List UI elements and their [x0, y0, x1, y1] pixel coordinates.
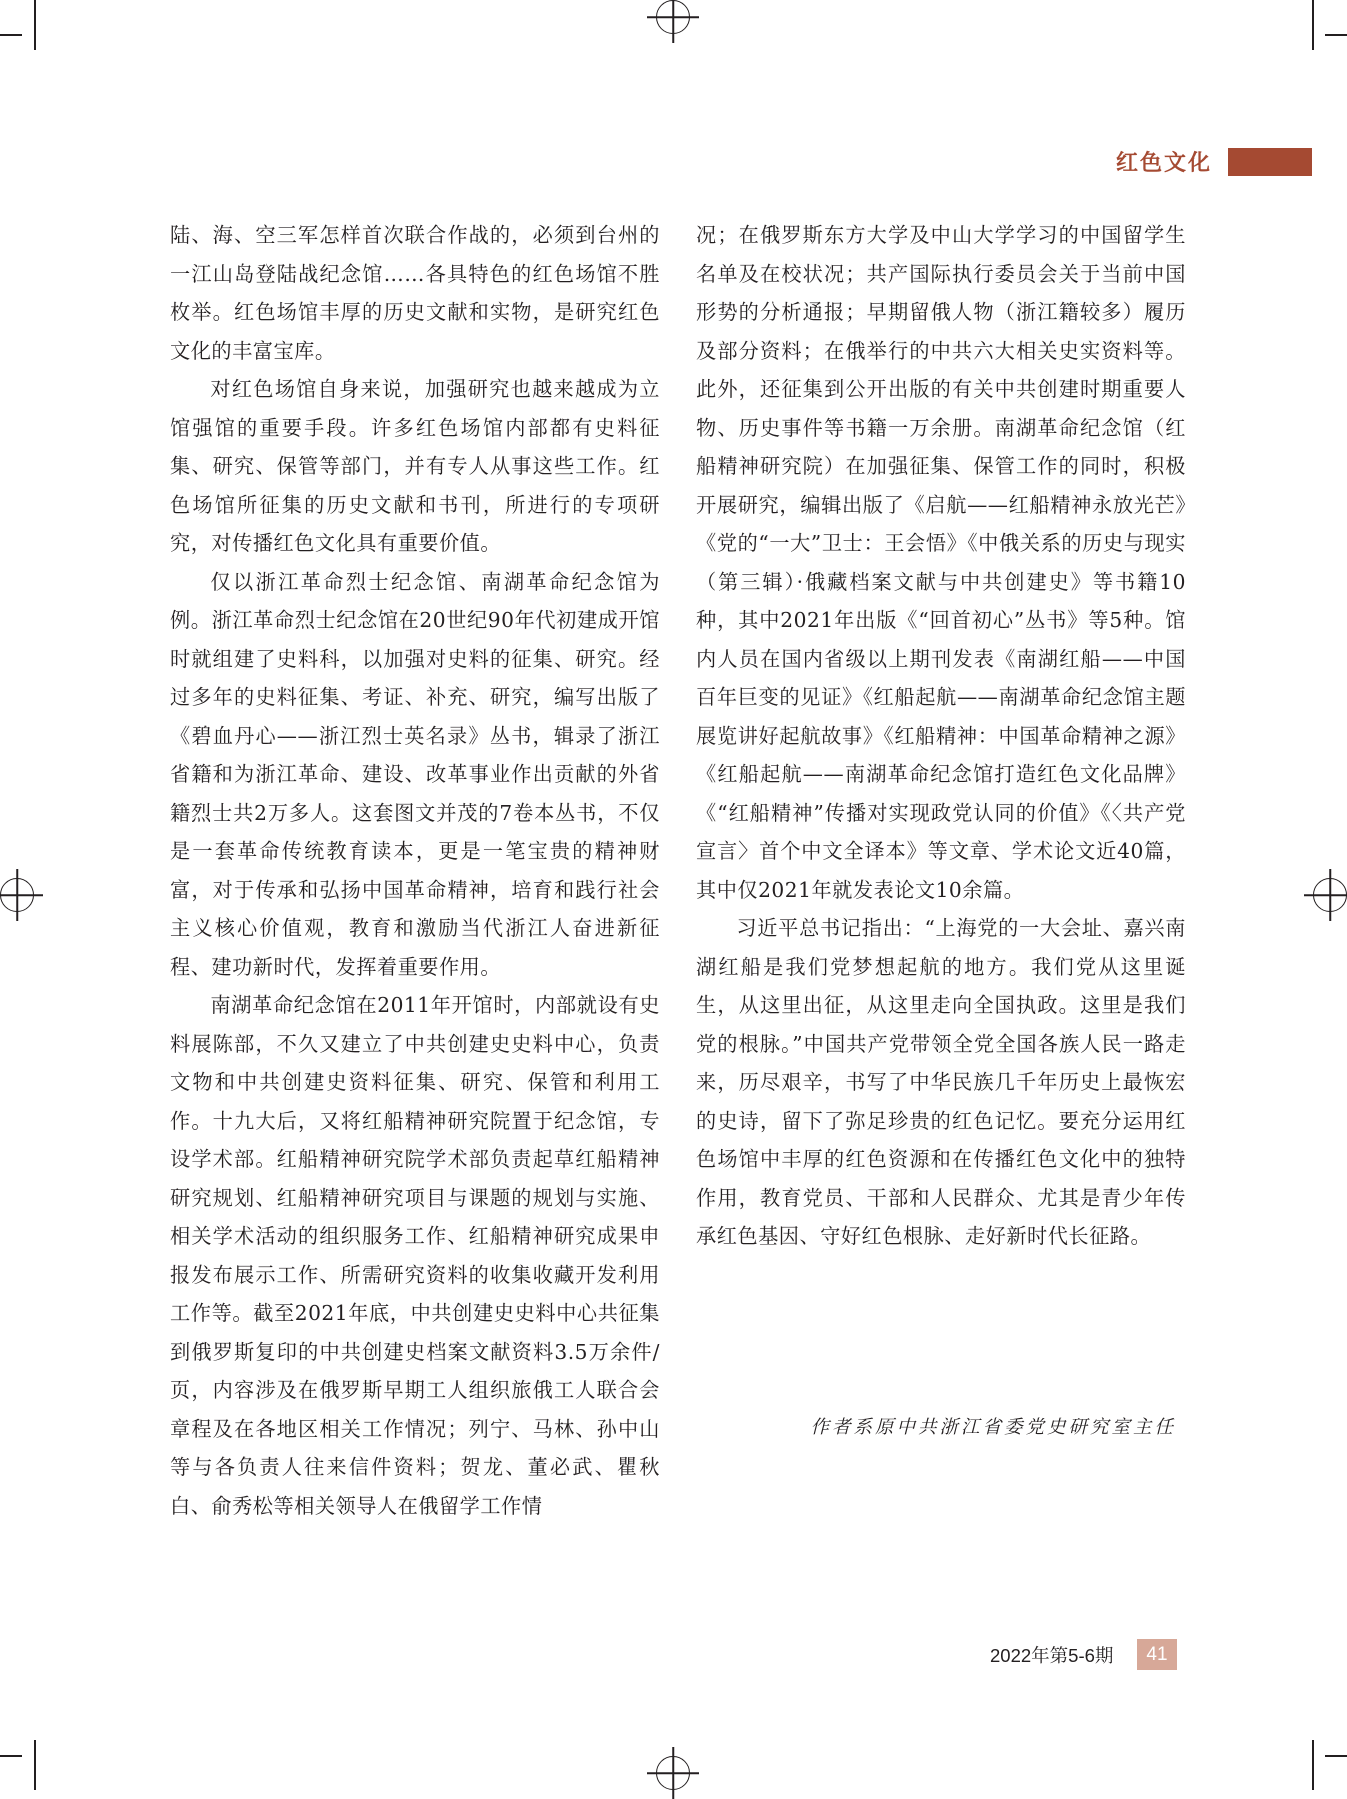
section-title: 红色文化: [1116, 151, 1213, 176]
registration-mark-icon: [656, 1756, 690, 1790]
author-note: 作者系原中共浙江省委党史研究室主任: [810, 1417, 1176, 1438]
paragraph: 况；在俄罗斯东方大学及中山大学学习的中国留学生名单及在校状况；共产国际执行委员会关于当前中国形势的分析通报；早期留俄人物（浙江籍较多）履历及部分资料；在俄举行的中共六大相关史实资料等。此外，还征集到公开出版的有关中共创建时期重要人物、历史事件等书籍一万余册。南湖革命纪念馆（红船精神研究院）在加强征集、保管工作的同时，积极开展研究，编辑出版了《启航——红船精神永放光芒》《党的“一大”卫士：王会悟》《中俄关系的历史与现实（第三辑）·俄藏档案文献与中共创建史》等书籍10种，其中2021年出版《“回首初心”丛书》等5种。馆内人员在国内省级以上期刊发表《南湖红船——中国百年巨变的见证》《红船起航——南湖革命纪念馆主题展览讲好起航故事》《红船精神：中国革命精神之源》《红船起航——南湖革命纪念馆打造红色文化品牌》《“红船精神”传播对实现政党认同的价值》《〈共产党宣言〉首个中文全译本》等文章、学术论文近40篇，其中仅2021年就发表论文10余篇。: [696, 223, 1186, 902]
crop-mark: [0, 1755, 22, 1757]
page-number: 41: [1137, 1639, 1177, 1670]
paragraph: 习近平总书记指出：“上海党的一大会址、嘉兴南湖红船是我们党梦想起航的地方。我们党从这里诞生，从这里出征，从这里走向全国执政。这里是我们党的根脉。”中国共产党带领全党全国各族人民一路走来，历尽艰辛，书写了中华民族几千年历史上最恢宏的史诗，留下了弥足珍贵的红色记忆。要充分运用红色场馆中丰厚的红色资源和在传播红色文化中的独特作用，教育党员、干部和人民群众、尤其是青少年传承红色基因、守好红色根脉、走好新时代长征路。: [696, 916, 1186, 1248]
crop-mark: [0, 34, 22, 36]
crop-mark: [1312, 1740, 1314, 1790]
paragraph: 仅以浙江革命烈士纪念馆、南湖革命纪念馆为例。浙江革命烈士纪念馆在20世纪90年代初建成开馆时就组建了史料科，以加强对史料的征集、研究。经过多年的史料征集、考证、补充、研究，编写出版了《碧血丹心——浙江烈士英名录》丛书，辑录了浙江省籍和为浙江革命、建设、改革事业作出贡献的外省籍烈士共2万多人。这套图文并茂的7卷本丛书，不仅是一套革命传统教育读本，更是一笔宝贵的精神财富，对于传承和弘扬中国革命精神，培育和践行社会主义核心价值观，教育和激励当代浙江人奋进新征程、建功新时代，发挥着重要作用。: [170, 569, 660, 979]
crop-mark: [1312, 0, 1314, 50]
paragraph: 南湖革命纪念馆在2011年开馆时，内部就设有史料展陈部，不久又建立了中共创建史史料中心，负责文物和中共创建史资料征集、研究、保管和利用工作。十九大后，又将红船精神研究院置于纪念馆，专设学术部。红船精神研究院学术部负责起草红船精神研究规划、红船精神研究项目与课题的规划与实施、相关学术活动的组织服务工作、红船精神研究成果申报发布展示工作、所需研究资料的收集收藏开发利用工作等。截至2021年底，中共创建史史料中心共征集到俄罗斯复印的中共创建史档案文献资料3.5万余件/页，内容涉及在俄罗斯早期工人组织旅俄工人联合会章程及在各地区相关工作情况；列宁、马林、孙中山等与各负责人往来信件资料；贺龙、董必武、瞿秋白、俞秀松等相关领导人在俄留学工作情: [170, 993, 660, 1518]
registration-mark-icon: [656, 0, 690, 34]
registration-mark-icon: [0, 878, 34, 912]
issue-label: 2022年第5-6期: [990, 1645, 1114, 1666]
section-bar: [1228, 148, 1312, 176]
left-column: [170, 216, 660, 1525]
crop-mark: [1325, 34, 1347, 36]
right-column: [696, 216, 1186, 1256]
paragraph: 对红色场馆自身来说，加强研究也越来越成为立馆强馆的重要手段。许多红色场馆内部都有史料征集、研究、保管等部门，并有专人从事这些工作。红色场馆所征集的历史文献和书刊，所进行的专项研究，对传播红色文化具有重要价值。: [170, 377, 660, 555]
registration-mark-icon: [1313, 878, 1347, 912]
paragraph: 陆、海、空三军怎样首次联合作战的，必须到台州的一江山岛登陆战纪念馆……各具特色的红色场馆不胜枚举。红色场馆丰厚的历史文献和实物，是研究红色文化的丰富宝库。: [170, 223, 660, 363]
crop-mark: [34, 0, 36, 50]
crop-mark: [34, 1740, 36, 1790]
crop-mark: [1325, 1755, 1347, 1757]
